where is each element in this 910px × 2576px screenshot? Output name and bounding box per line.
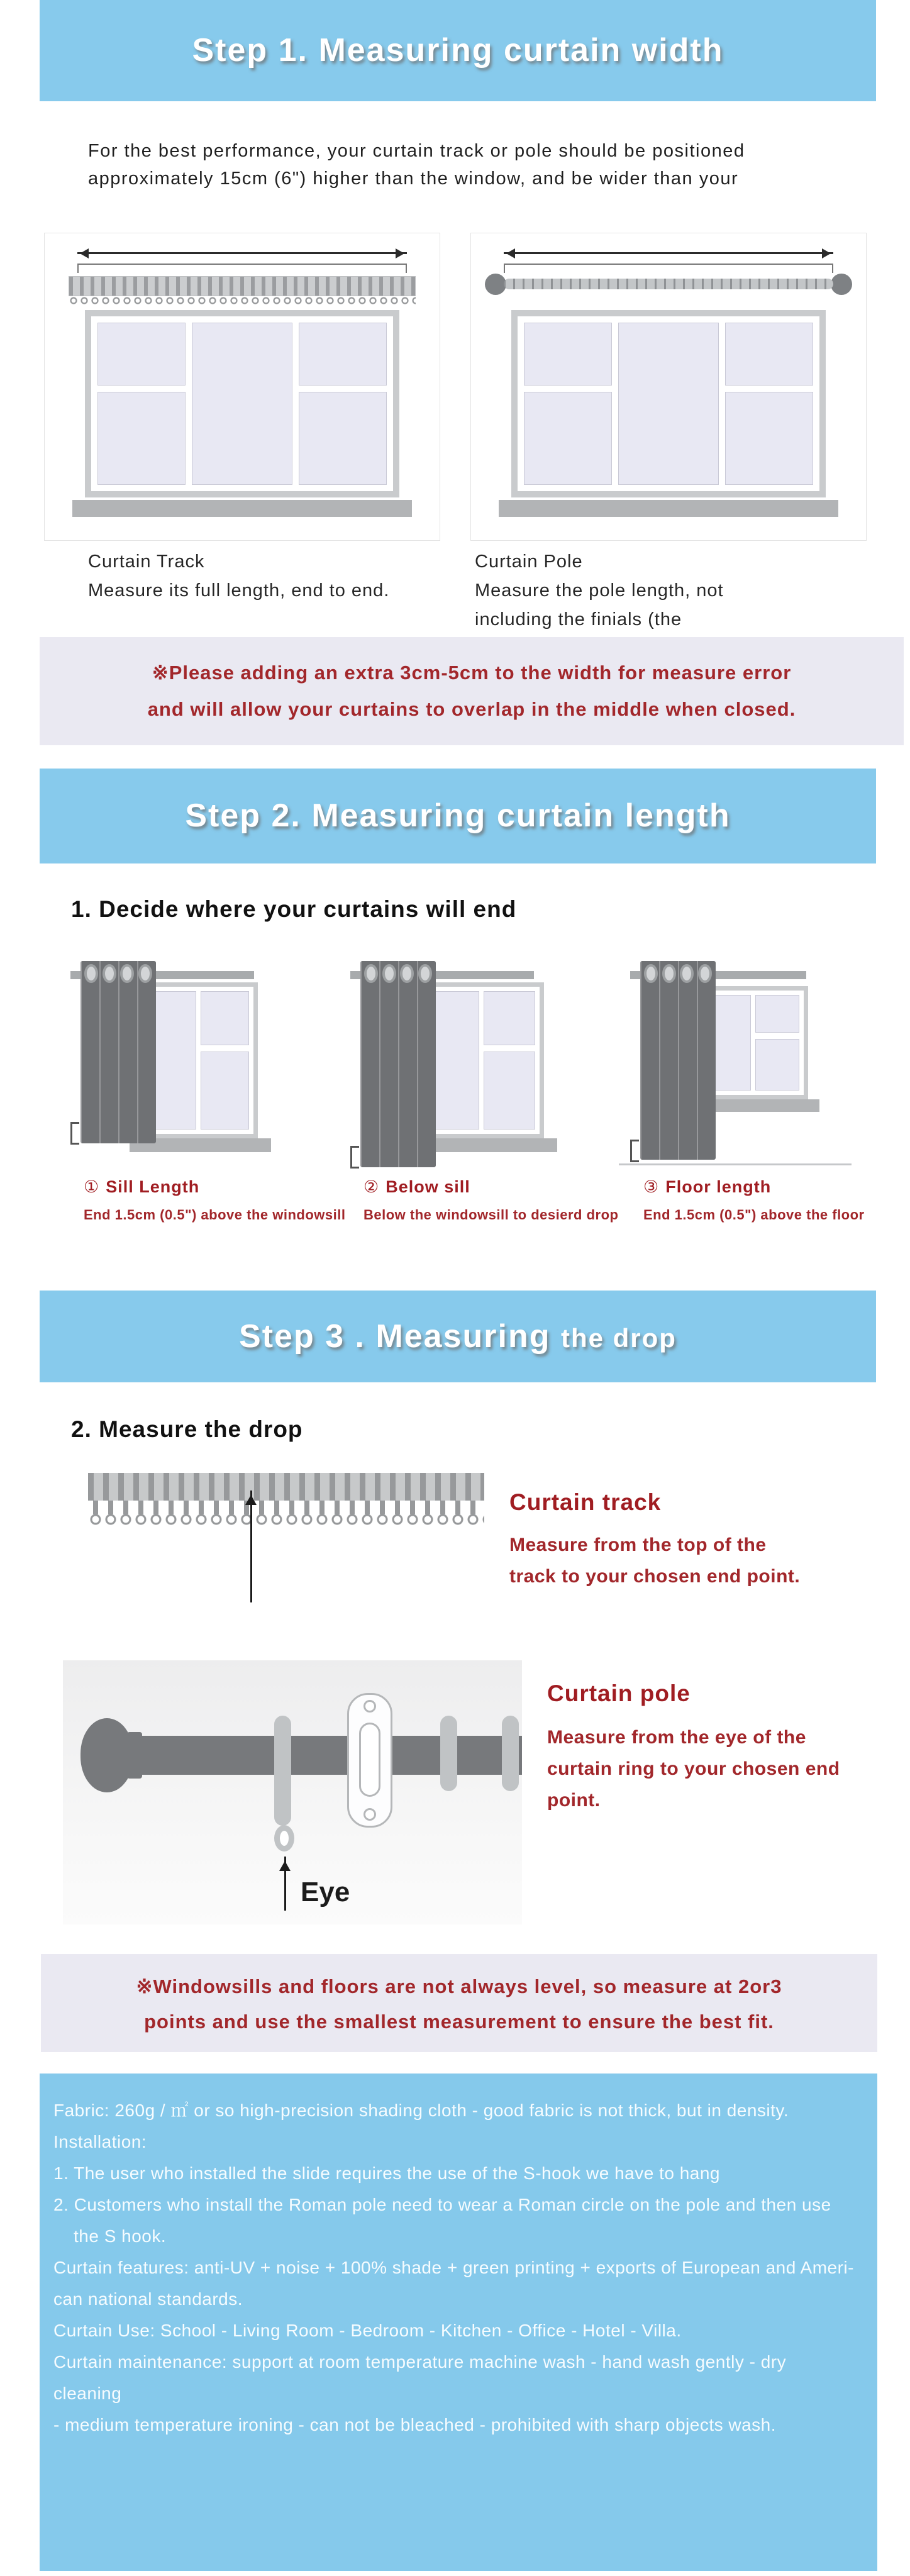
option-label — [643, 1177, 865, 1197]
pole-drop-diagram — [63, 1660, 522, 1924]
measure-bracket — [504, 264, 833, 273]
screw-icon — [363, 1808, 376, 1821]
grommet-icon — [680, 964, 694, 983]
track-hooks — [69, 296, 416, 306]
eye-label: Eye — [301, 1877, 350, 1907]
window-pane — [97, 323, 186, 386]
track-eyelets — [88, 1512, 484, 1528]
window-pane — [755, 995, 799, 1033]
window-illustration — [85, 310, 399, 497]
window-column — [755, 995, 799, 1091]
window-pane — [524, 323, 612, 386]
grommet-row — [360, 961, 436, 983]
curtain-pole-rod — [504, 279, 833, 289]
curtain-track-instruction — [509, 1530, 800, 1592]
window-column — [201, 991, 250, 1130]
measure-bracket — [77, 264, 407, 273]
curtain-ring — [502, 1716, 519, 1791]
pole-finial-icon — [831, 274, 852, 295]
floor-length-caption — [643, 1177, 865, 1223]
grommet-icon — [364, 964, 378, 983]
step1-header: Step 1. Measuring curtain width — [40, 0, 876, 101]
instruction-line: track to your chosen end point. — [509, 1566, 801, 1587]
info-line: 1. The user who installed the slide requires the use of the S-hook we have to hang — [53, 2163, 721, 2183]
window-pane — [618, 323, 719, 485]
window-column — [725, 323, 813, 485]
circled-2-icon: ② — [363, 1177, 380, 1196]
floor-line — [619, 1163, 852, 1165]
width-arrow-icon — [77, 252, 407, 254]
info-line: 2. Customers who install the Roman pole need to wear a Roman circle on the pole and then use — [53, 2195, 831, 2214]
level-notice-line2: points and use the smallest measurement to ensure the best fit. — [144, 2011, 774, 2033]
step3-subheading: 2. Measure the drop — [71, 1416, 303, 1442]
step1-intro-line1: For the best performance, your curtain track or pole should be positioned — [88, 141, 745, 161]
step1-intro-line2: approximately 15cm (6") higher than the window, and be wider than your — [88, 169, 739, 189]
window-pane — [755, 1039, 799, 1091]
curtain-pole-instruction — [547, 1722, 840, 1816]
curtain-panel — [640, 961, 716, 1160]
option-label-text: Floor length — [665, 1177, 772, 1196]
curtain-pole-rod — [140, 1736, 522, 1775]
grommet-icon — [103, 964, 116, 983]
curtain-pole-caption-title: Curtain Pole — [475, 552, 583, 572]
curtain-pole-diagram — [470, 233, 867, 541]
grommet-icon — [138, 964, 152, 983]
ring-eye — [274, 1825, 294, 1852]
step1-intro — [88, 137, 745, 192]
width-arrow-icon — [504, 252, 833, 254]
window-pane — [201, 991, 250, 1045]
curtain-pole-caption-line: Measure the pole length, not — [475, 580, 724, 601]
window-illustration — [418, 982, 544, 1138]
curtain-pole-label: Curtain pole — [547, 1680, 691, 1706]
instruction-line: Measure from the top of the — [509, 1535, 767, 1555]
option-label-text: Below sill — [386, 1177, 470, 1196]
curtain-track-caption-line: Measure its full length, end to end. — [88, 580, 390, 601]
window-column — [524, 323, 612, 485]
circled-1-icon: ① — [84, 1177, 100, 1196]
curtain-panel — [360, 961, 436, 1167]
grommet-icon — [382, 964, 396, 983]
curtain-track-diagram — [44, 233, 440, 541]
window-pane — [192, 323, 293, 485]
measure-end-mark — [70, 1122, 79, 1145]
window-pane — [725, 392, 813, 485]
instruction-line: point. — [547, 1790, 601, 1811]
grommet-row — [80, 961, 156, 983]
step2-header: Step 2. Measuring curtain length — [40, 769, 876, 863]
curtain-track-label: Curtain track — [509, 1489, 662, 1515]
curtain-track-strip — [88, 1473, 484, 1501]
window-pane — [201, 1052, 250, 1130]
below-sill-diagram — [348, 961, 565, 1170]
window-column — [192, 323, 293, 485]
window-pane — [725, 323, 813, 386]
window-pane — [299, 323, 387, 386]
width-notice-line1: ※Please adding an extra 3cm-5cm to the width for measure error — [152, 662, 792, 684]
info-line: - medium temperature ironing - can not be bleached - prohibited with sharp objects wash. — [53, 2415, 777, 2434]
option-desc: End 1.5cm (0.5") above the floor — [643, 1207, 865, 1223]
sill-length-caption — [84, 1177, 345, 1223]
window-pane — [97, 392, 186, 485]
info-line: Curtain Use: School - Living Room - Bedroom - Kitchen - Office - Hotel - Villa. — [53, 2321, 682, 2340]
wall-bracket — [347, 1693, 392, 1828]
grommet-icon — [84, 964, 98, 983]
curtain-pole-caption — [475, 547, 724, 634]
screw-icon — [363, 1700, 376, 1713]
grommet-icon — [418, 964, 432, 983]
measure-end-mark — [350, 1146, 359, 1169]
window-pane — [524, 392, 612, 485]
circled-3-icon: ③ — [643, 1177, 660, 1196]
grommet-row — [640, 961, 716, 983]
window-column — [484, 991, 536, 1130]
track-drop-diagram — [88, 1473, 484, 1599]
windowsill — [499, 500, 838, 517]
step2-subheading: 1. Decide where your curtains will end — [71, 896, 517, 922]
grommet-icon — [400, 964, 414, 983]
grommet-icon — [698, 964, 712, 983]
info-line: Fabric: 260g / ㎡ or so high-precision shading cloth - good fabric is not thick, but in density. — [53, 2101, 789, 2120]
option-label — [84, 1177, 345, 1197]
window-illustration — [511, 310, 826, 497]
below-sill-caption — [363, 1177, 618, 1223]
option-label — [363, 1177, 618, 1197]
curtain-ring — [440, 1716, 457, 1791]
instruction-line: curtain ring to your chosen end — [547, 1758, 840, 1779]
curtain-panel — [80, 961, 156, 1143]
windowsill — [72, 500, 412, 517]
option-desc: End 1.5cm (0.5") above the windowsill — [84, 1207, 346, 1223]
curtain-track-caption — [88, 547, 389, 605]
window-column — [97, 323, 186, 485]
curtain-pole-caption-line: including the finials (the — [475, 609, 682, 630]
info-line: can national standards. — [53, 2289, 243, 2309]
step3-title-main: Step 3 . Measuring — [239, 1318, 551, 1355]
window-pane — [299, 392, 387, 485]
width-notice — [40, 637, 904, 745]
instruction-line: Measure from the eye of the — [547, 1727, 806, 1748]
window-column — [299, 323, 387, 485]
product-info-box — [40, 2074, 877, 2571]
drop-arrow-icon — [250, 1491, 252, 1602]
step3-title-sub: the drop — [560, 1323, 677, 1353]
step3-header — [40, 1291, 876, 1382]
level-notice — [41, 1954, 877, 2052]
width-notice-line2: and will allow your curtains to overlap in the middle when closed. — [147, 698, 796, 720]
grommet-icon — [662, 964, 676, 983]
option-label-text: Sill Length — [106, 1177, 200, 1196]
info-line: the S hook. — [74, 2226, 167, 2246]
grommet-icon — [644, 964, 658, 983]
curtain-ring — [274, 1716, 291, 1826]
measure-end-mark — [630, 1140, 639, 1162]
floor-length-diagram — [628, 961, 845, 1170]
eye-arrow-icon — [284, 1857, 286, 1911]
window-pane — [484, 991, 536, 1045]
window-illustration — [138, 982, 258, 1138]
info-line: Installation: — [53, 2132, 147, 2151]
window-pane — [484, 1052, 536, 1130]
window-column — [618, 323, 719, 485]
pole-finial-icon — [485, 274, 506, 295]
level-notice-line1: ※Windowsills and floors are not always level, so measure at 2or3 — [136, 1975, 782, 1997]
sill-length-diagram — [68, 961, 285, 1170]
option-desc: Below the windowsill to desierd drop — [363, 1207, 619, 1223]
grommet-icon — [120, 964, 134, 983]
info-line: Curtain maintenance: support at room temperature machine wash - hand wash gently - dry cleaning — [53, 2352, 787, 2403]
curtain-track-caption-title: Curtain Track — [88, 552, 205, 572]
curtain-track-strip — [69, 276, 416, 296]
pole-finial-icon — [80, 1718, 133, 1792]
info-line: Curtain features: anti-UV + noise + 100% shade + green printing + exports of European and Ameri- — [53, 2258, 854, 2277]
bracket-slot — [359, 1723, 380, 1797]
